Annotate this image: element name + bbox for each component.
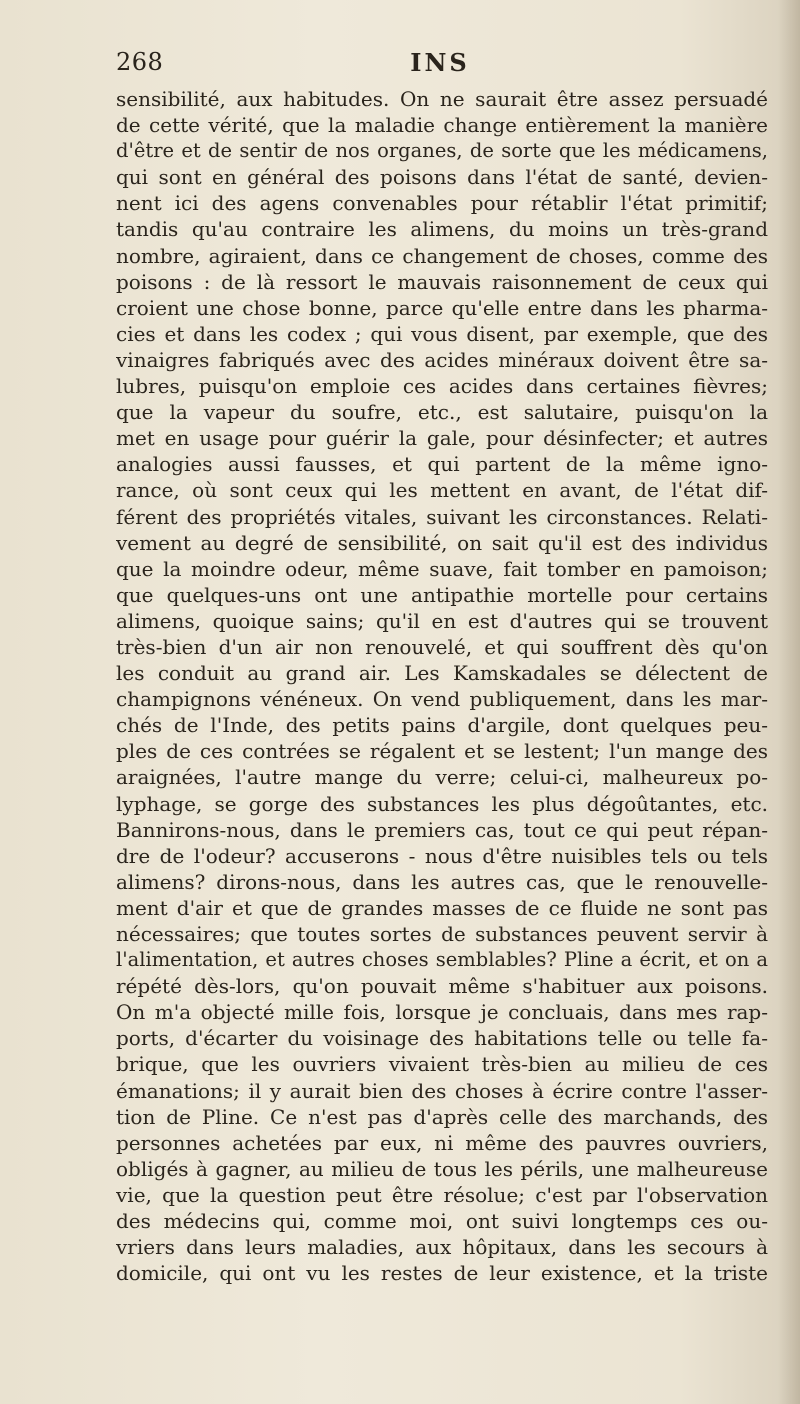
- text-line: vriers dans leurs maladies, aux hôpitaux, dans les secours à: [116, 1235, 768, 1260]
- text-line: domicile, qui ont vu les restes de leur existence, et la triste: [116, 1261, 768, 1286]
- page-number: 268: [116, 48, 164, 76]
- text-line: tandis qu'au contraire les alimens, du moins un très-grand: [116, 217, 768, 242]
- text-line: brique, que les ouvriers vivaient très-bien au milieu de ces: [116, 1052, 768, 1077]
- text-line: que quelques-uns ont une antipathie mortelle pour certains: [116, 582, 768, 607]
- text-line: ports, d'écarter du voisinage des habitations telle ou telle fa-: [116, 1026, 768, 1051]
- text-line: alimens? dirons-nous, dans les autres cas, que le renouvelle-: [116, 869, 768, 894]
- text-line: férent des propriétés vitales, suivant les circonstances. Relati-: [116, 504, 768, 529]
- text-line: lyphage, se gorge des substances les plus dégoûtantes, etc.: [116, 791, 768, 816]
- text-line: que la vapeur du soufre, etc., est salutaire, puisqu'on la: [116, 400, 768, 425]
- body-text: [116, 86, 768, 1286]
- page-header: [110, 48, 770, 84]
- text-line: des médecins qui, comme moi, ont suivi longtemps ces ou-: [116, 1209, 768, 1234]
- text-line: l'alimentation, et autres choses semblables? Pline a écrit, et on a: [116, 948, 768, 972]
- text-line: vinaigres fabriqués avec des acides minéraux doivent être sa-: [116, 347, 768, 372]
- text-line: cies et dans les codex ; qui vous disent, par exemple, que des: [116, 321, 768, 346]
- page-edge-shadow: [778, 0, 800, 1404]
- text-line: de cette vérité, que la maladie change entièrement la manière: [116, 113, 768, 138]
- text-line: émanations; il y aurait bien des choses à écrire contre l'asser-: [116, 1078, 768, 1103]
- running-head: INS: [410, 48, 470, 77]
- text-line: croient une chose bonne, parce qu'elle entre dans les pharma-: [116, 295, 768, 320]
- text-line: met en usage pour guérir la gale, pour désinfecter; et autres: [116, 426, 768, 451]
- text-line: nent ici des agens convenables pour rétablir l'état primitif;: [116, 191, 768, 216]
- text-line: qui sont en général des poisons dans l'état de santé, devien-: [116, 165, 768, 190]
- text-line: champignons vénéneux. On vend publiquement, dans les mar-: [116, 687, 768, 712]
- text-line: nécessaires; que toutes sortes de substances peuvent servir à: [116, 922, 768, 946]
- text-line: poisons : de là ressort le mauvais raisonnement de ceux qui: [116, 269, 768, 294]
- text-line: d'être et de sentir de nos organes, de sorte que les médicamens,: [116, 139, 768, 163]
- text-line: vement au degré de sensibilité, on sait qu'il est des individus: [116, 530, 768, 555]
- text-line: que la moindre odeur, même suave, fait tomber en pamoison;: [116, 556, 768, 581]
- text-line: analogies aussi fausses, et qui partent de la même igno-: [116, 452, 768, 477]
- text-line: ples de ces contrées se régalent et se lestent; l'un mange des: [116, 739, 768, 764]
- text-line: rance, où sont ceux qui les mettent en avant, de l'état dif-: [116, 478, 768, 503]
- text-line: dre de l'odeur? accuserons - nous d'être nuisibles tels ou tels: [116, 843, 768, 868]
- text-line: personnes achetées par eux, ni même des pauvres ouvriers,: [116, 1130, 768, 1155]
- text-line: chés de l'Inde, des petits pains d'argile, dont quelques peu-: [116, 713, 768, 738]
- text-line: sensibilité, aux habitudes. On ne saurait être assez persuadé: [116, 87, 768, 111]
- text-line: très-bien d'un air non renouvelé, et qui souffrent dès qu'on: [116, 634, 768, 659]
- text-line: Bannirons-nous, dans le premiers cas, tout ce qui peut répan-: [116, 817, 768, 842]
- text-line: On m'a objecté mille fois, lorsque je concluais, dans mes rap-: [116, 1000, 768, 1025]
- text-line: ment d'air et que de grandes masses de ce fluide ne sont pas: [116, 895, 768, 920]
- text-line: les conduit au grand air. Les Kamskadales se délectent de: [116, 661, 768, 686]
- text-line: araignées, l'autre mange du verre; celui-ci, malheureux po-: [116, 765, 768, 790]
- text-line: nombre, agiraient, dans ce changement de choses, comme des: [116, 243, 768, 268]
- text-line: lubres, puisqu'on emploie ces acides dans certaines fièvres;: [116, 374, 768, 399]
- text-line: obligés à gagner, au milieu de tous les périls, une malheureuse: [116, 1156, 768, 1181]
- text-line: alimens, quoique sains; qu'il en est d'autres qui se trouvent: [116, 608, 768, 633]
- text-line: répété dès-lors, qu'on pouvait même s'habituer aux poisons.: [116, 974, 768, 999]
- text-line: vie, que la question peut être résolue; c'est par l'observation: [116, 1182, 768, 1207]
- text-line: tion de Pline. Ce n'est pas d'après celle des marchands, des: [116, 1104, 768, 1129]
